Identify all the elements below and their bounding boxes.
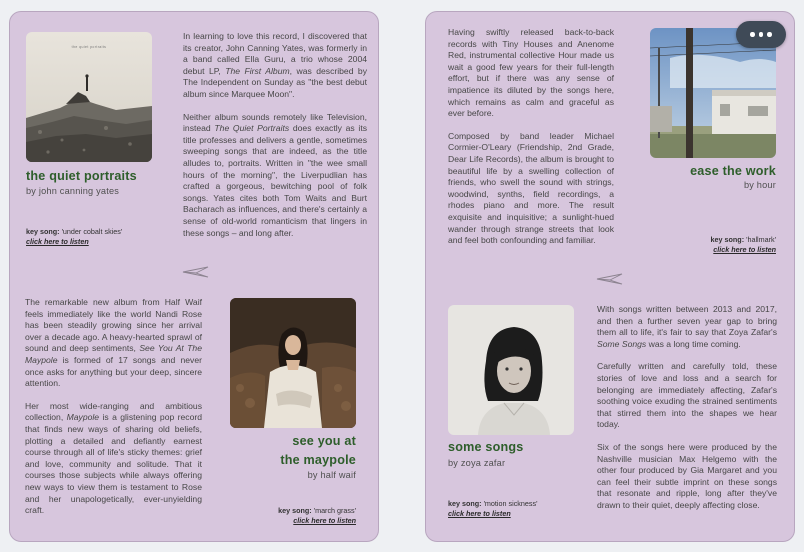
title-line: the quiet portraits: [26, 169, 137, 183]
review-paragraph: [448, 131, 614, 247]
paper-plane-icon: [596, 272, 624, 286]
cover-art-bw-portrait: [448, 305, 574, 435]
paragraph-text: , was described by The Independent on Sunday as "the best debut album since Marquee Moon".: [183, 65, 368, 99]
cover-text-small: the quiet portraits: [71, 45, 107, 49]
review-paragraph: [183, 31, 367, 101]
review-paragraph: [25, 401, 202, 517]
more-dots-icon: [750, 32, 755, 37]
review-body-quiet-portraits: [183, 31, 367, 239]
paragraph-text: is a glistening pop record that finds new ways of sharing old beliefs, plotting a detailed and defiantly earnest course through all of life's sticky themes: grief and love, community and solitude. That it courses those subjects while always offering new ways to view them is testament to Rose and her unapologetically, ever-unyielding craft.: [25, 412, 202, 516]
review-body-some-songs: [597, 304, 777, 512]
cover-art-portrait-woman: [230, 298, 356, 428]
italic-title-text: See You At The Maypole: [25, 343, 202, 365]
paragraph-text: is formed of 17 songs and never once asks for anything but your deep, sincere attention.: [25, 354, 202, 389]
review-body-maypole: [25, 297, 202, 517]
key-song-label: key song:: [710, 235, 745, 244]
key-song: [711, 235, 776, 245]
paper-plane-icon: [182, 265, 210, 279]
page-right: [425, 11, 795, 542]
paragraph-text: does exactly as its title professes and delivers a gentle, sometimes sweeping songs that are indeed, as the title alludes to, portraits. Written in "the wee small hours of the morning", the Liverpudlian has crafted a gorgeous, bewitching pool of folk songs. Yates cites both Tom Waits and Burt Bacharach as influences, and there's certainly a sense of old-world romanticism that lingers in these songs – and long after.: [183, 123, 368, 238]
key-song: [448, 499, 537, 509]
key-song-label: key song:: [26, 227, 60, 236]
key-song-value: 'motion sickness': [483, 499, 538, 508]
review-paragraph: [597, 361, 777, 431]
paragraph-text: Six of the songs here were produced by the Nashville musician Max Helgemo with the other four produced by Gia Margaret and you can feel their subtle imprint on these songs that resonate and ripple, long after they've drawn to their quiet, deeply affecting close.: [597, 441, 777, 510]
key-song: [278, 506, 356, 516]
paragraph-text: Composed by band leader Michael Cormier-O'Leary (Friendship, 2nd Grade, Dear Life Records), the album is brought to beautiful life by a swelling collection of friends, who swell the sound with strings, woodwind, synths, field recordings, a rhodes piano and more. The result exquisite and inquisitive; a sunlight-hued wander through strange streets that look and feel both confounding and familiar.: [448, 130, 614, 246]
key-song-label: key song:: [278, 506, 312, 515]
review-paragraph: [25, 297, 202, 390]
review-paragraph: [183, 112, 367, 240]
title-line: see you at: [292, 434, 356, 448]
more-options-button[interactable]: [736, 21, 786, 48]
italic-title-text: Maypole: [66, 412, 100, 423]
review-artist: by hour: [743, 180, 776, 190]
paragraph-text: With songs written between 2013 and 2017, and then a further seven year gap to bring them all to life, it's fair to say that Zoya Zafar's: [597, 304, 777, 338]
more-dots-icon: [767, 32, 772, 37]
listen-link[interactable]: click here to listen: [448, 509, 511, 518]
paragraph-text: Having swiftly released back-to-back records with Tiny Houses and Anenome Red, instrumental collective Hour made us wait a good few years for their full-length effort, but if there was any sense of impatience its diluted by the songs here, which remains as calm and graceful as ever before.: [448, 27, 614, 119]
review-artist: by half waif: [307, 470, 356, 480]
title-line: the maypole: [280, 453, 356, 467]
review-title-some-songs: [448, 439, 523, 455]
review-body-ease-the-work: [448, 27, 614, 247]
listen-link[interactable]: click here to listen: [293, 516, 356, 525]
paragraph-text: Her most wide-ranging and ambitious collection,: [25, 400, 202, 423]
review-paragraph: [597, 442, 777, 512]
cover-art-rocky-landscape: [26, 32, 152, 162]
album-cover-maypole[interactable]: [230, 298, 356, 428]
review-artist: by zoya zafar: [448, 458, 506, 468]
italic-title-text: The First Album: [225, 65, 290, 76]
key-song-value: 'march grass': [313, 506, 356, 515]
paragraph-text: The remarkable new album from Half Waif feels immediately like the world Nandi Rose has been steadily growing since her arrival over a decade ago. A heavy-hearted sprawl of sound and deep sentiments,: [25, 297, 202, 354]
more-dots-icon: [759, 32, 764, 37]
italic-title-text: The Quiet Portraits: [214, 123, 290, 134]
review-artist: by john canning yates: [26, 186, 120, 196]
review-paragraph: [448, 27, 614, 120]
key-song-label: key song:: [448, 499, 482, 508]
review-paragraph: [597, 304, 777, 350]
paragraph-text: In learning to love this record, I discovered that its creator, John Canning Yates, was formerly in a band called Ella Guru, a trio whose 2004 debut LP,: [183, 31, 367, 76]
paragraph-text: Carefully written and carefully told, these stories of love and loss and a search for belonging are immediately affecting, Zafar's soothing voice exuding the strained sentiments that stirred them into the shapes we hear today.: [597, 361, 777, 430]
review-title-ease-the-work: [690, 163, 776, 179]
listen-link[interactable]: click here to listen: [713, 245, 776, 254]
review-title-maypole: [280, 433, 356, 468]
album-cover-some-songs[interactable]: [448, 305, 574, 435]
title-line: ease the work: [690, 164, 776, 178]
key-song: [26, 227, 122, 237]
paragraph-text: was a long time coming.: [646, 338, 741, 349]
listen-link[interactable]: click here to listen: [26, 237, 89, 246]
page-left: [9, 11, 379, 542]
italic-title-text: Some Songs: [597, 338, 647, 349]
key-song-value: 'hallmark': [746, 235, 776, 244]
album-cover-quiet-portraits[interactable]: [26, 32, 152, 162]
key-song-value: 'under cobalt skies': [61, 227, 123, 236]
review-title-quiet-portraits: [26, 168, 137, 184]
title-line: some songs: [448, 440, 524, 454]
paragraph-text: Neither album sounds remotely like Television, instead: [183, 111, 367, 134]
